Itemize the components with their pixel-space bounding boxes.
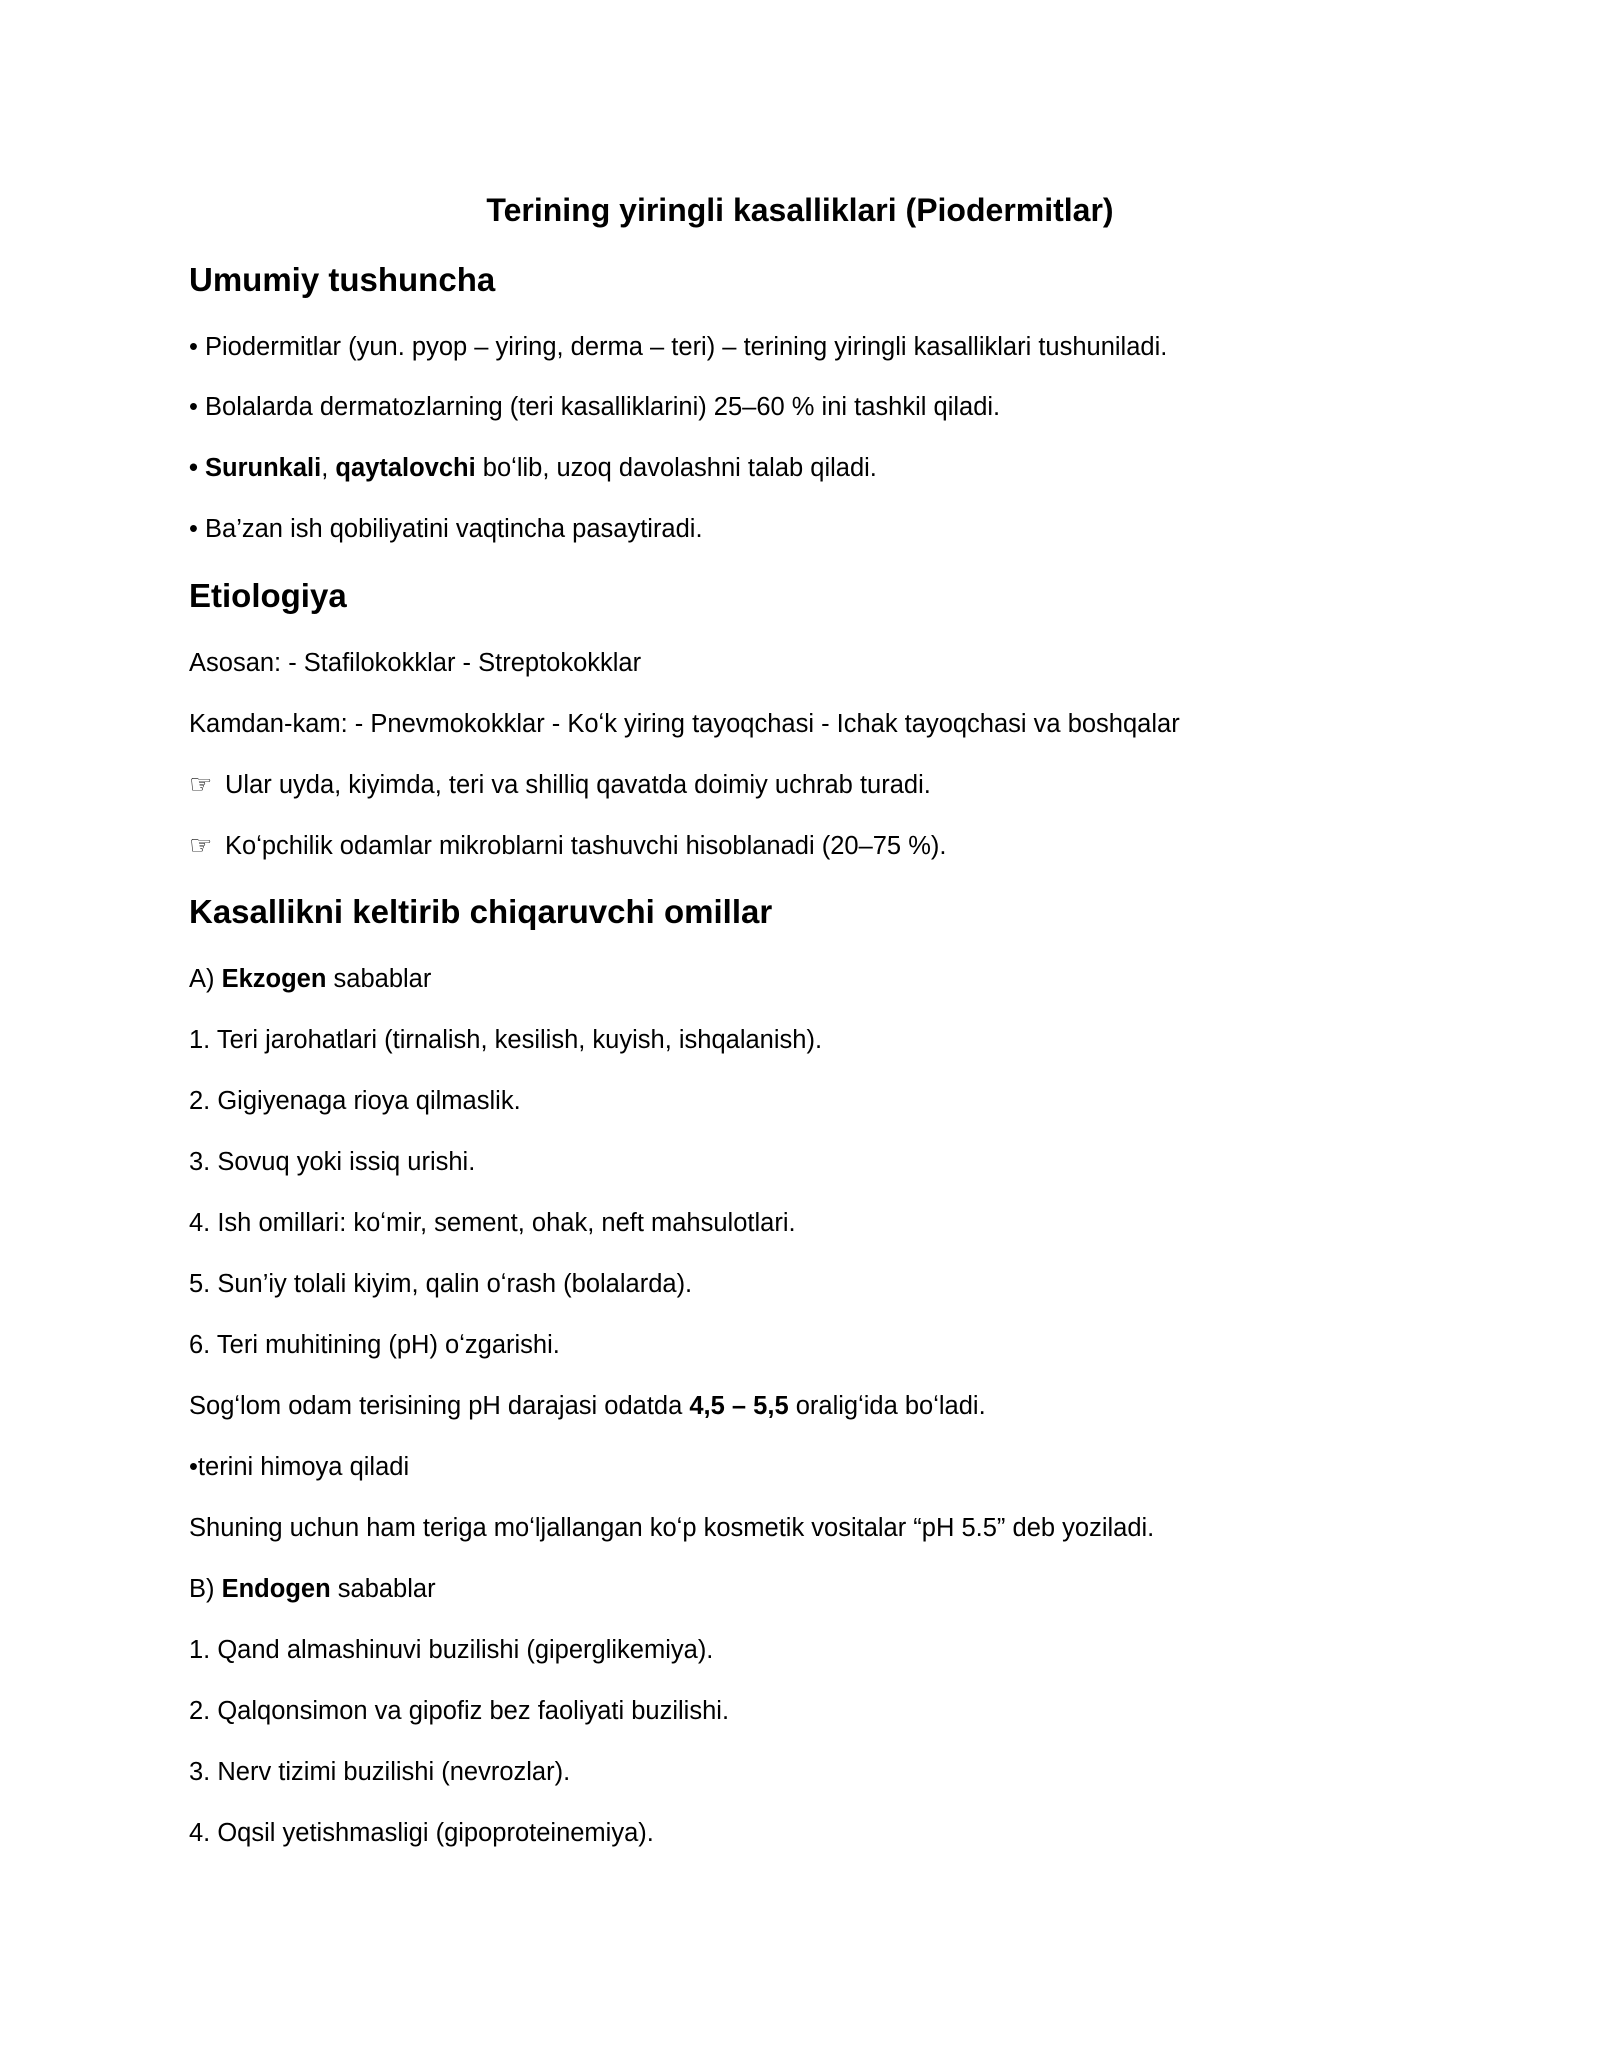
ekzogen-item-4: 4. Ish omillari: koʻmir, sement, ohak, neft mahsulotlari. <box>189 1209 796 1237</box>
ekzogen-suffix: sabablar <box>326 965 432 993</box>
section-heading-omillar: Kasallikni keltirib chiqaruvchi omillar <box>189 893 773 930</box>
etiologiya-kamdan-kam: Kamdan-kam: - Pnevmokokklar - Koʻk yiring tayoqchasi - Ichak tayoqchasi va boshqalar <box>189 710 1180 738</box>
qaytalovchi-bold: qaytalovchi <box>335 454 476 482</box>
etiologiya-asosan: Asosan: - Stafilokokklar - Streptokokklar <box>189 649 642 677</box>
endogen-subheading <box>189 1572 436 1606</box>
document-title: Terining yiringli kasalliklari (Piodermitlar) <box>486 192 1114 228</box>
bullet-bold: • <box>189 454 206 482</box>
ph-range-bold: 4,5 – 5,5 <box>689 1392 789 1420</box>
ekzogen-item-3: 3. Sovuq yoki issiq urishi. <box>189 1148 476 1176</box>
ph-line-before: Sogʻlom odam terisining pH darajasi odatda <box>189 1392 690 1420</box>
ekzogen-item-1: 1. Teri jarohatlari (tirnalish, kesilish, kuyish, ishqalanish). <box>189 1026 823 1054</box>
endogen-item-1: 1. Qand almashinuvi buzilishi (giperglikemiya). <box>189 1636 714 1664</box>
etiologiya-note-1-text: Ular uyda, kiyimda, teri va shilliq qavatda doimiy uchrab turadi. <box>225 771 931 799</box>
umumiy-item-4: • Ba’zan ish qobiliyatini vaqtincha pasaytiradi. <box>189 515 703 543</box>
endogen-prefix: B) <box>189 1575 222 1603</box>
etiologiya-note-2-text: Koʻpchilik odamlar mikroblarni tashuvchi hisoblanadi (20–75 %). <box>225 832 947 860</box>
section-heading-etiologiya: Etiologiya <box>189 577 347 614</box>
ph-line-after: oraligʻida boʻladi. <box>788 1392 986 1420</box>
ekzogen-prefix: A) <box>189 965 222 993</box>
ph-line <box>189 1389 986 1423</box>
endogen-suffix: sabablar <box>330 1575 436 1603</box>
ekzogen-bold: Ekzogen <box>221 965 327 993</box>
pointing-hand-icon: ☞ <box>189 770 213 800</box>
ekzogen-item-6: 6. Teri muhitining (pH) oʻzgarishi. <box>189 1331 560 1359</box>
ekzogen-item-5: 5. Sun’iy tolali kiyim, qalin oʻrash (bolalarda). <box>189 1270 693 1298</box>
surunkali-bold: Surunkali <box>205 454 322 482</box>
umumiy-item-3-rest: boʻlib, uzoq davolashni talab qiladi. <box>475 454 877 482</box>
pointing-hand-icon: ☞ <box>189 831 213 861</box>
section-heading-umumiy: Umumiy tushuncha <box>189 261 496 298</box>
umumiy-item-3: • Surunkali, qaytalovchi boʻlib, uzoq davolashni talab qiladi. <box>189 454 877 482</box>
endogen-item-2: 2. Qalqonsimon va gipofiz bez faoliyati buzilishi. <box>189 1697 730 1725</box>
cosmetic-line: Shuning uchun ham teriga moʻljallangan koʻp kosmetik vositalar “pH 5.5” deb yoziladi. <box>189 1514 1155 1542</box>
ekzogen-item-2: 2. Gigiyenaga rioya qilmaslik. <box>189 1087 521 1115</box>
endogen-item-4: 4. Oqsil yetishmasligi (gipoproteinemiya). <box>189 1819 654 1847</box>
protect-line: •terini himoya qiladi <box>189 1453 410 1481</box>
ekzogen-subheading <box>189 962 431 996</box>
endogen-item-3: 3. Nerv tizimi buzilishi (nevrozlar). <box>189 1758 571 1786</box>
etiologiya-note-2 <box>189 829 946 863</box>
umumiy-item-2: • Bolalarda dermatozlarning (teri kasalliklarini) 25–60 % ini tashkil qiladi. <box>189 393 1001 421</box>
etiologiya-note-1 <box>189 768 931 802</box>
endogen-bold: Endogen <box>221 1575 331 1603</box>
umumiy-item-1: • Piodermitlar (yun. pyop – yiring, derma – teri) – terining yiringli kasalliklari tushuniladi. <box>189 333 1168 361</box>
